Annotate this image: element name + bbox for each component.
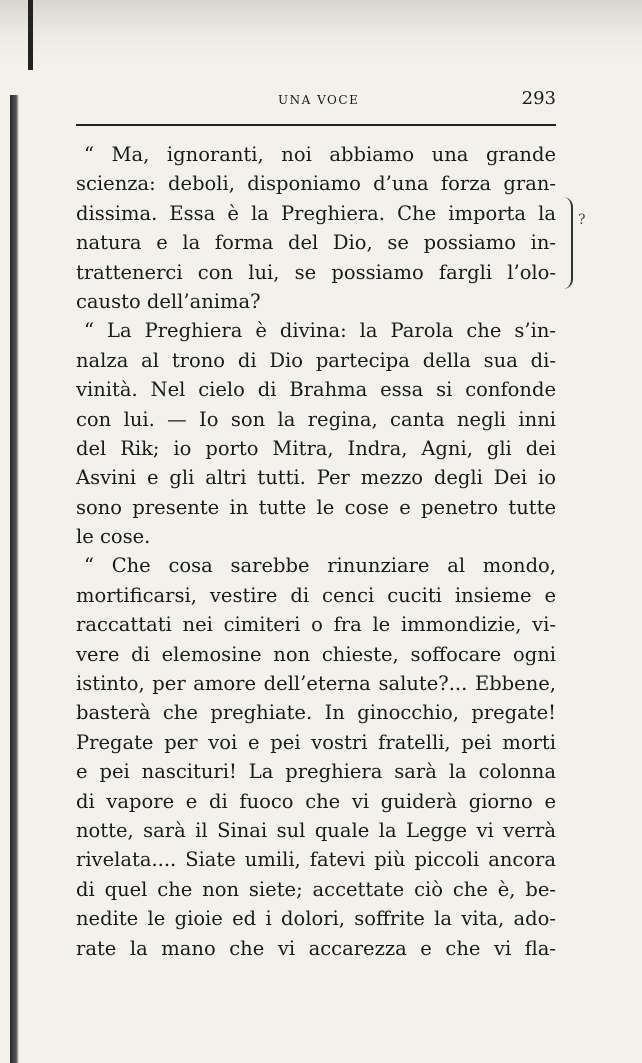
text-line: vere di elemosine non chieste, soffocare ogni xyxy=(76,642,556,666)
text-line: “ Che cosa sarebbe rinunziare al mondo, xyxy=(84,554,556,578)
text-line: le cose. xyxy=(76,525,151,549)
text-line: nedite le gioie ed i dolori, soffrite la vita, ado- xyxy=(76,907,556,931)
scan-edge-mark xyxy=(28,0,33,70)
text-line: “ Ma, ignoranti, noi abbiamo una grande xyxy=(84,143,556,166)
header-rule xyxy=(76,124,556,126)
page-number: 293 xyxy=(521,88,556,109)
text-line: Asvini e gli altri tutti. Per mezzo degli Dei io xyxy=(76,466,556,490)
body-text xyxy=(76,140,556,963)
margin-question-mark: ? xyxy=(578,212,586,228)
text-line: nalza al trono di Dio partecipa della sua di- xyxy=(76,348,556,372)
text-line: e pei nascituri! La preghiera sarà la colonna xyxy=(76,760,556,784)
text-line: con lui. — Io son la regina, canta negli inni xyxy=(76,407,556,431)
text-line: raccattati nei cimiteri o fra le immondizie, vi- xyxy=(76,613,556,637)
text-line: rate la mano che vi accarezza e che vi fla- xyxy=(76,936,556,960)
running-title: UNA VOCE xyxy=(278,93,360,107)
text-line: del Rik; io porto Mitra, Indra, Agni, gli dei xyxy=(76,436,556,460)
text-line: di quel che non siete; accettate ciò che è, be- xyxy=(76,877,556,901)
text-line: sono presente in tutte le cose e penetro tutte xyxy=(76,495,556,519)
book-page xyxy=(76,88,556,963)
text-line: dissima. Essa è la Preghiera. Che importa la xyxy=(76,201,556,225)
scan-shadow-top xyxy=(0,0,642,60)
text-line: scienza: deboli, disponiamo d’una forza gran- xyxy=(76,172,556,196)
text-line: mortificarsi, vestire di cenci cuciti insieme e xyxy=(76,583,556,607)
page-header xyxy=(76,88,556,112)
text-line: “ La Preghiera è divina: la Parola che s’in- xyxy=(84,319,556,343)
text-line: notte, sarà il Sinai sul quale la Legge vi verrà xyxy=(76,818,556,842)
text-line: vinità. Nel cielo di Brahma essa si confonde xyxy=(76,378,556,402)
text-line: Pregate per voi e pei vostri fratelli, pei morti xyxy=(76,730,556,754)
text-line: rivelata.... Siate umili, fatevi più piccoli ancora xyxy=(76,848,556,872)
text-line: di vapore e di fuoco che vi guiderà giorno e xyxy=(76,789,556,813)
margin-bracket-mark xyxy=(563,197,573,289)
text-line: trattenerci con lui, se possiamo fargli l’olo- xyxy=(76,260,556,284)
text-line: causto dell’anima? xyxy=(76,289,261,313)
text-line: natura e la forma del Dio, se possiamo in- xyxy=(76,231,556,255)
text-line: basterà che preghiate. In ginocchio, pregate! xyxy=(76,701,556,725)
text-line: istinto, per amore dell’eterna salute?... Ebbene, xyxy=(76,672,556,696)
page-gutter-shadow xyxy=(10,95,19,1063)
